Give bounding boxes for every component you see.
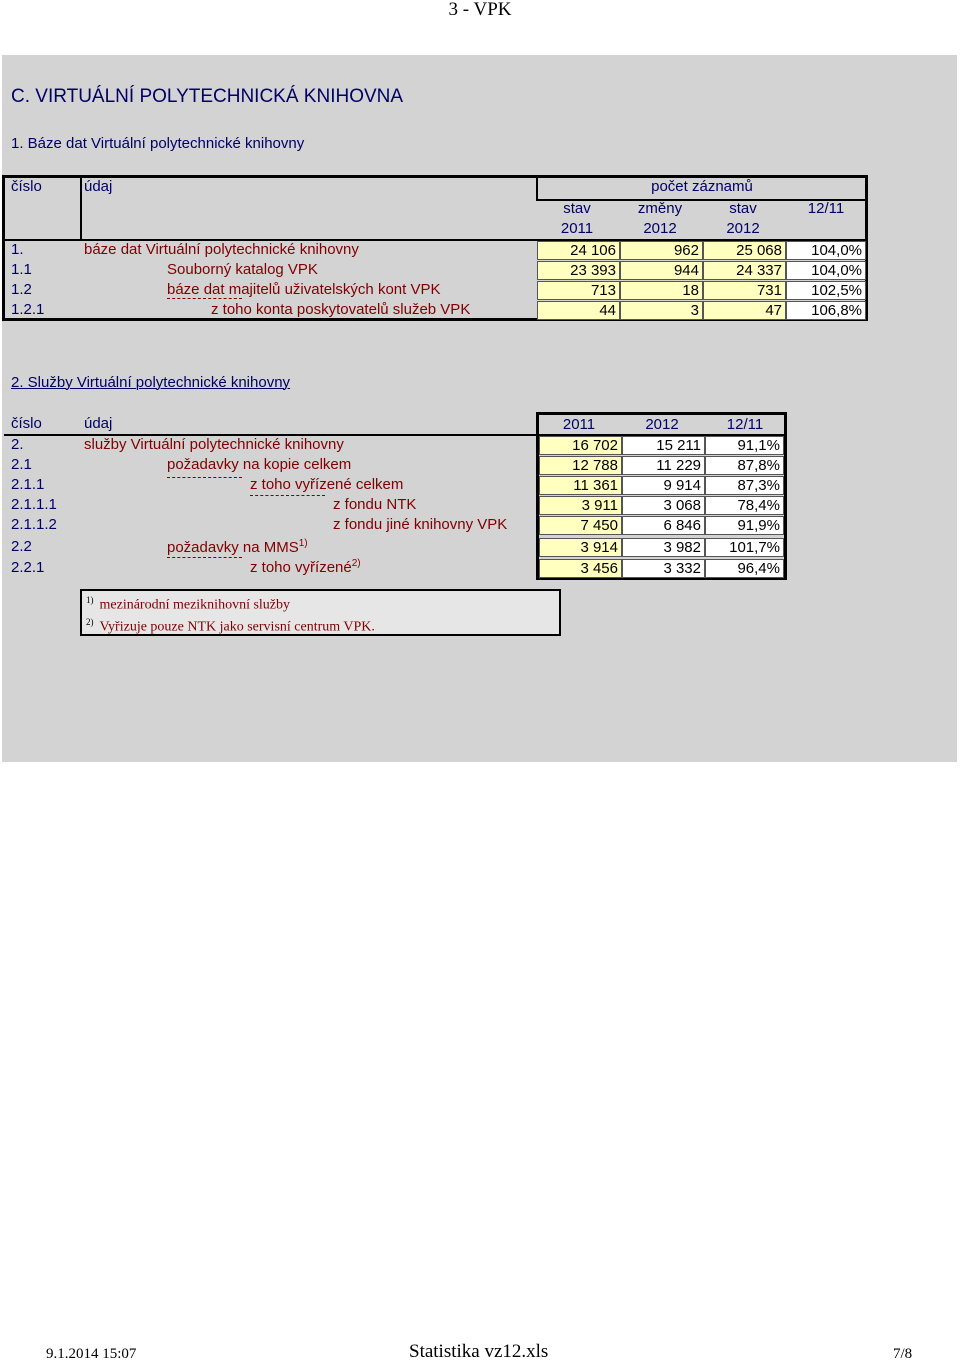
footer-filename: Statistika vz12.xls xyxy=(409,1341,549,1362)
row-number: 2.1.1.2 xyxy=(11,516,57,533)
cell-pct: 102,5% xyxy=(786,281,866,300)
comment-marker xyxy=(250,495,325,496)
row-label: z toho konta poskytovatelů služeb VPK xyxy=(211,301,471,318)
cell-zmeny-2012: 3 xyxy=(620,301,703,320)
row-label: báze dat majitelů uživatelských kont VPK xyxy=(167,281,441,298)
cell-pct: 87,3% xyxy=(705,476,784,495)
cell-pct: 104,0% xyxy=(786,261,866,280)
cell-zmeny-2012: 962 xyxy=(620,241,703,260)
footnote-text: mezinárodní meziknihovní služby xyxy=(99,597,291,613)
table1-sub-bottom-3: 2012 xyxy=(726,220,760,237)
cell-stav-2011: 23 393 xyxy=(537,261,620,280)
row-number: 1.2 xyxy=(11,281,32,298)
footnotes-box xyxy=(80,589,561,636)
table1-col-udaj: údaj xyxy=(84,178,113,195)
row-label: Souborný katalog VPK xyxy=(167,261,318,278)
cell-stav-2012: 731 xyxy=(703,281,786,300)
row-number: 2. xyxy=(11,436,24,453)
cell-2012: 3 982 xyxy=(622,538,705,557)
row-number: 2.2 xyxy=(11,538,32,555)
table1-sub-top-2: změny xyxy=(637,200,683,217)
footnote-ref: 2) xyxy=(351,558,361,569)
table2-header-2011: 2011 xyxy=(562,416,596,433)
table1-sub-top-3: stav xyxy=(729,200,757,217)
table2-col-udaj: údaj xyxy=(84,415,113,432)
table2-col-cislo: číslo xyxy=(11,415,42,432)
cell-stav-2012: 47 xyxy=(703,301,786,320)
row-label: služby Virtuální polytechnické knihovny xyxy=(84,436,344,453)
row-number: 1.1 xyxy=(11,261,32,278)
table2-title: 2. Služby Virtuální polytechnické knihovny xyxy=(11,374,291,391)
row-number: 1.2.1 xyxy=(11,301,45,318)
cell-2011: 3 456 xyxy=(539,559,622,578)
cell-2012: 3 068 xyxy=(622,496,705,515)
cell-2012: 11 229 xyxy=(622,456,705,475)
comment-marker xyxy=(167,298,242,299)
cell-zmeny-2012: 944 xyxy=(620,261,703,280)
cell-stav-2012: 25 068 xyxy=(703,241,786,260)
row-number: 1. xyxy=(11,241,24,258)
row-label: požadavky na MMS xyxy=(167,539,299,556)
footnote-2 xyxy=(86,617,375,636)
table1-group-header: počet záznamů xyxy=(651,178,753,195)
footer-page: 7/8 xyxy=(893,1346,913,1362)
cell-2011: 3 911 xyxy=(539,496,622,515)
cell-pct: 104,0% xyxy=(786,241,866,260)
row-number: 2.1.1.1 xyxy=(11,496,57,513)
table1-divider xyxy=(80,177,82,239)
row-label: z toho vyřízené xyxy=(250,559,352,576)
cell-2012: 9 914 xyxy=(622,476,705,495)
comment-marker xyxy=(167,477,242,478)
row-number: 2.1 xyxy=(11,456,32,473)
footnote-mark: 2) xyxy=(86,617,94,627)
footer-date: 9.1.2014 15:07 xyxy=(46,1346,137,1362)
cell-pct: 96,4% xyxy=(705,559,784,578)
table1-sub-bottom-2: 2012 xyxy=(643,220,677,237)
row-label: báze dat Virtuální polytechnické knihovny xyxy=(84,241,359,258)
cell-pct: 101,7% xyxy=(705,538,784,557)
cell-pct: 106,8% xyxy=(786,301,866,320)
row-number: 2.1.1 xyxy=(11,476,45,493)
row-label: požadavky na kopie celkem xyxy=(167,456,352,473)
cell-2011: 11 361 xyxy=(539,476,622,495)
cell-zmeny-2012: 18 xyxy=(620,281,703,300)
table1-sub-top-4: 12/11 xyxy=(807,200,845,217)
cell-2011: 3 914 xyxy=(539,538,622,557)
cell-2011: 7 450 xyxy=(539,516,622,535)
cell-pct: 91,9% xyxy=(705,516,784,535)
row-label: z fondu jiné knihovny VPK xyxy=(333,516,508,533)
table1-col-cislo: číslo xyxy=(11,178,42,195)
table1-sub-top-1: stav xyxy=(563,200,591,217)
cell-2011: 16 702 xyxy=(539,436,622,455)
footnote-ref: 1) xyxy=(298,538,308,549)
page-header: 3 - VPK xyxy=(448,0,512,20)
footnote-mark: 1) xyxy=(86,595,94,605)
cell-pct: 87,8% xyxy=(705,456,784,475)
cell-2012: 6 846 xyxy=(622,516,705,535)
table1-sub-bottom-1: 2011 xyxy=(560,220,594,237)
spreadsheet-area xyxy=(2,55,957,762)
footnote-text: Vyřizuje pouze NTK jako servisní centrum VPK. xyxy=(99,619,375,635)
row-label-wrap xyxy=(167,538,308,556)
row-label: z fondu NTK xyxy=(333,496,417,513)
cell-2012: 3 332 xyxy=(622,559,705,578)
table2-header-1211: 12/11 xyxy=(726,416,764,433)
section-title: C. VIRTUÁLNÍ POLYTECHNICKÁ KNIHOVNA xyxy=(11,86,404,107)
cell-2012: 15 211 xyxy=(622,436,705,455)
cell-2011: 12 788 xyxy=(539,456,622,475)
table2-header-2012: 2012 xyxy=(645,416,679,433)
cell-stav-2012: 24 337 xyxy=(703,261,786,280)
cell-pct: 78,4% xyxy=(705,496,784,515)
row-number: 2.2.1 xyxy=(11,559,45,576)
cell-stav-2011: 24 106 xyxy=(537,241,620,260)
table1-title: 1. Báze dat Virtuální polytechnické knihovny xyxy=(11,135,305,152)
cell-stav-2011: 713 xyxy=(537,281,620,300)
cell-stav-2011: 44 xyxy=(537,301,620,320)
row-label: z toho vyřízené celkem xyxy=(250,476,404,493)
footnote-1 xyxy=(86,595,290,614)
cell-pct: 91,1% xyxy=(705,436,784,455)
comment-marker xyxy=(167,557,242,558)
row-label-wrap xyxy=(250,558,361,576)
